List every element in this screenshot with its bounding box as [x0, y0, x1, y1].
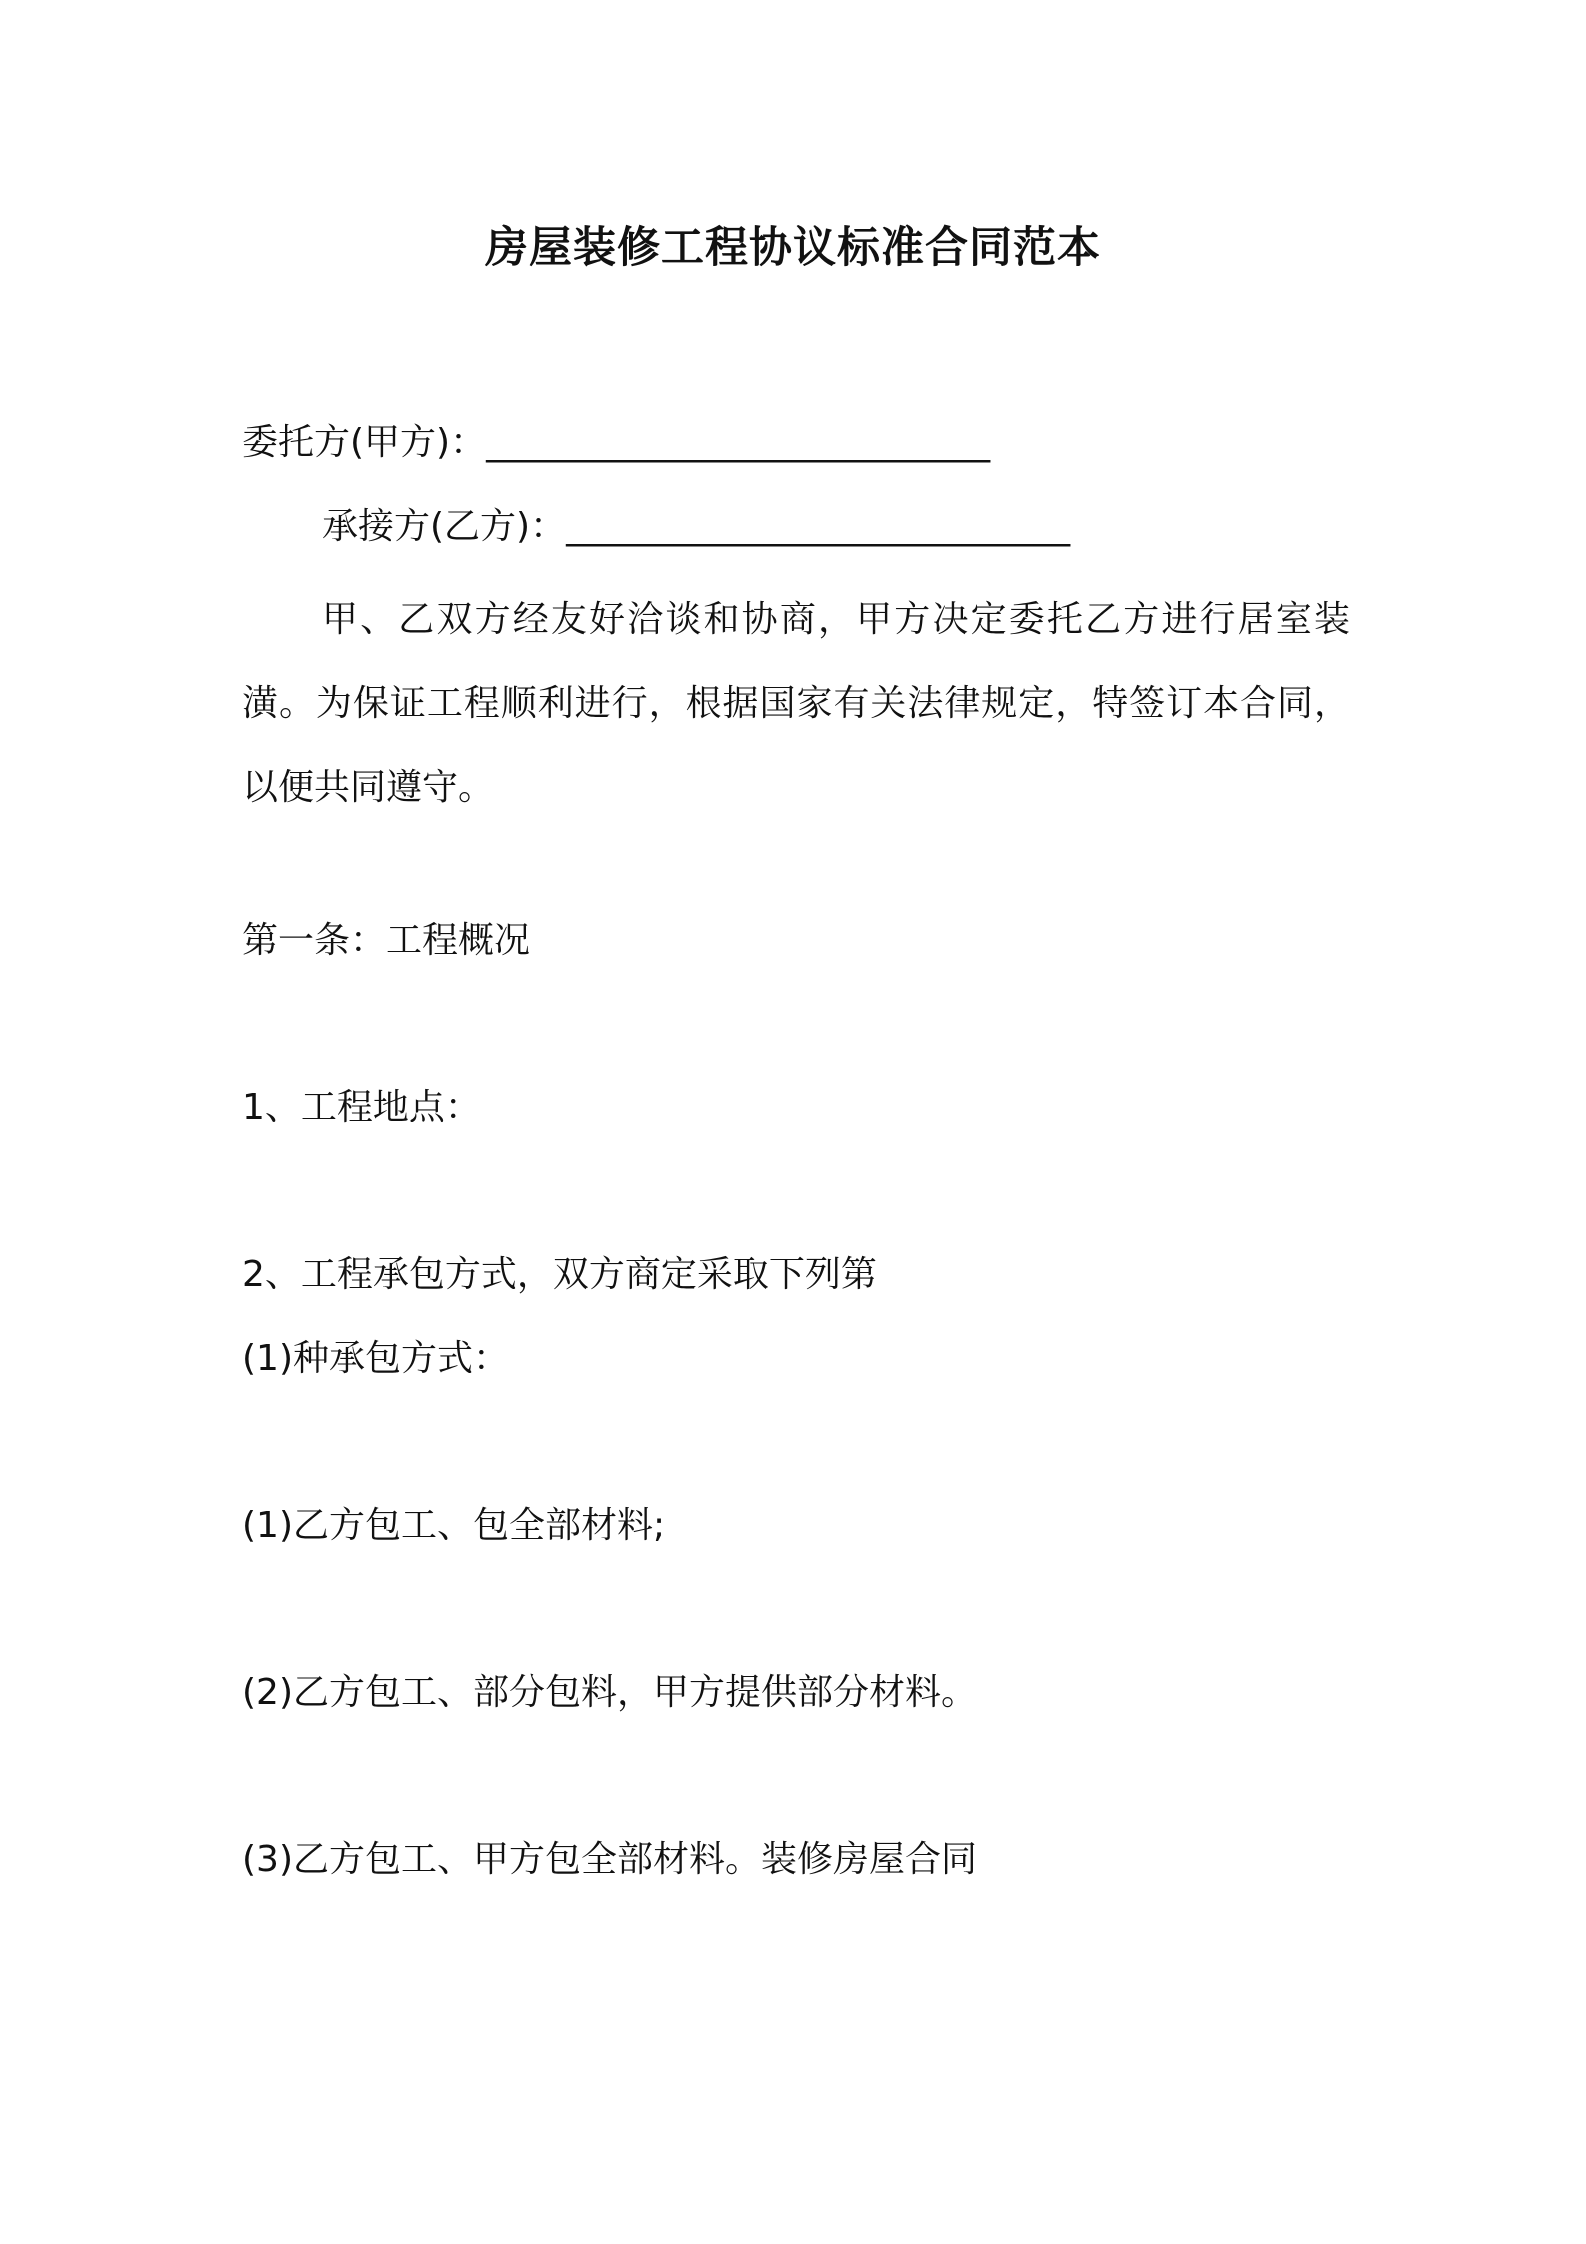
- preamble-paragraph: 甲、乙双方经友好洽谈和协商，甲方决定委托乙方进行居室装潢。为保证工程顺利进行，根据国家有关法律规定，特签订本合同，以便共同遵守。: [242, 599, 1350, 808]
- option-2: (2)乙方包工、部分包料，甲方提供部分材料。: [242, 1672, 977, 1713]
- item-2-contract-method: 2、工程承包方式，双方商定采取下列第: [242, 1254, 877, 1295]
- item-1-location: 1、工程地点：: [242, 1087, 481, 1128]
- party-b-blank: ____________________________: [566, 506, 1071, 547]
- item-2-contract-method-cont: (1)种承包方式：: [242, 1338, 509, 1379]
- party-b-line: [322, 502, 1070, 552]
- party-b-label: 承接方(乙方)：: [322, 506, 567, 547]
- document-title: 房屋装修工程协议标准合同范本: [485, 223, 1101, 273]
- party-a-label: 委托方(甲方)：: [242, 422, 487, 463]
- party-a-line: [242, 418, 990, 468]
- option-1: (1)乙方包工、包全部材料;: [242, 1505, 666, 1546]
- party-a-blank: ____________________________: [486, 422, 991, 463]
- article-1-heading: 第一条：工程概况: [242, 920, 531, 961]
- option-3: (3)乙方包工、甲方包全部材料。装修房屋合同: [242, 1839, 977, 1880]
